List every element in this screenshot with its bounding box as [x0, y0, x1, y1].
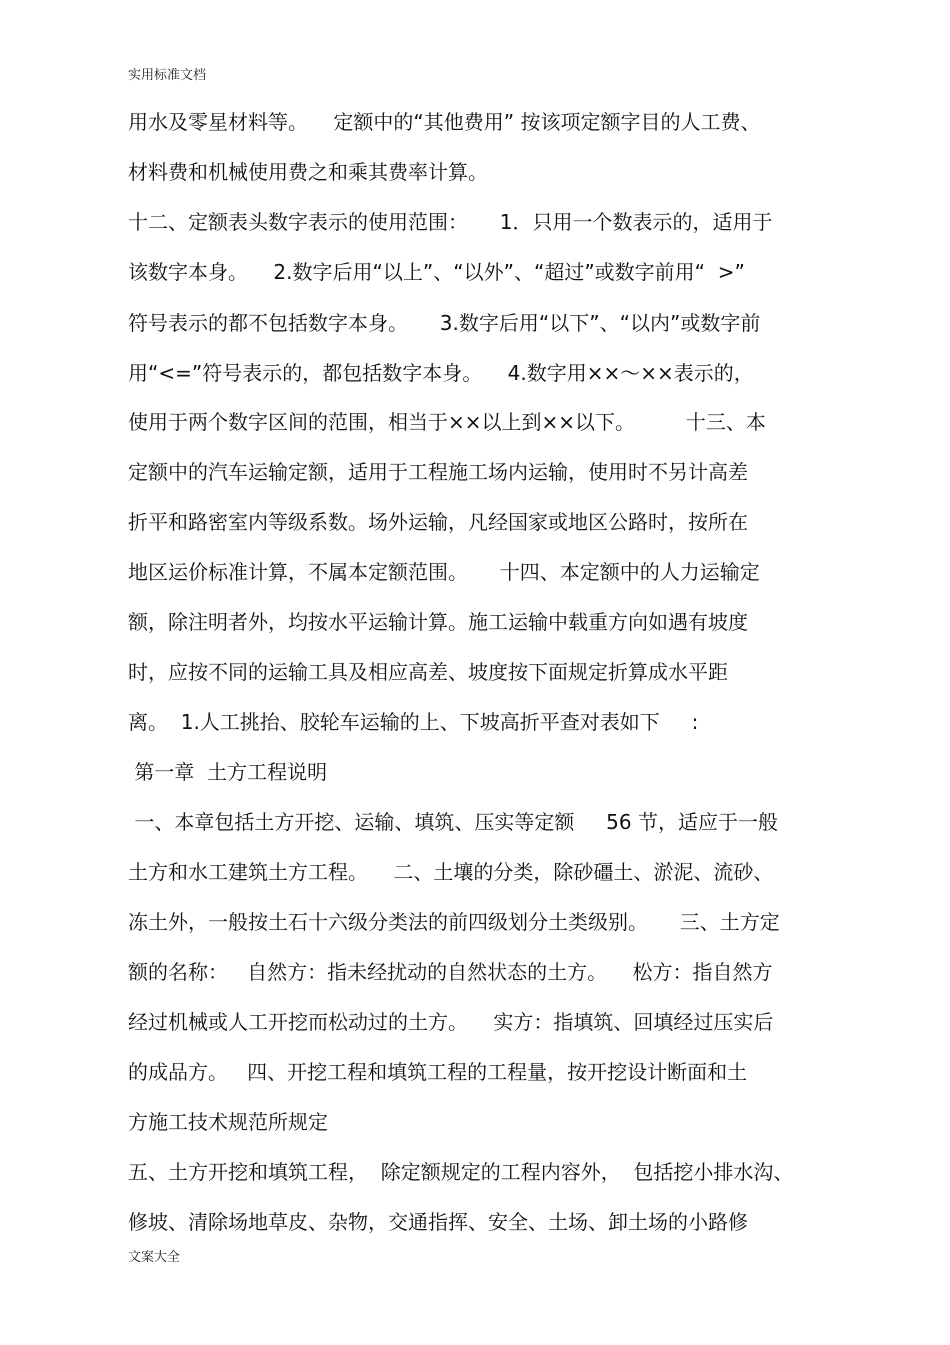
text-line: 定额中的汽车运输定额，适用于工程施工场内运输，使用时不另计高差 [128, 460, 748, 484]
text-line: 材料费和机械使用费之和乘其费率计算。 [128, 160, 488, 184]
text-line: 折平和路密室内等级系数。场外运输，凡经国家或地区公路时，按所在 [128, 510, 748, 534]
text-line: 土方和水工建筑土方工程。 二、土壤的分类，除砂礓土、淤泥、流砂、 [128, 860, 774, 884]
text-line: 额，除注明者外，均按水平运输计算。施工运输中载重方向如遇有坡度 [128, 610, 748, 634]
page-footer: 文案大全 [128, 1250, 181, 1265]
chapter-title: 第一章 土方工程说明 [128, 760, 328, 784]
text-line: 用“<=”符号表示的，都包括数字本身。 4.数字用××～××表示的， [128, 361, 754, 385]
text-line: 地区运价标准计算，不属本定额范围。 十四、本定额中的人力运输定 [128, 560, 760, 584]
text-line: 经过机械或人工开挖而松动过的土方。 实方：指填筑、回填经过压实后 [128, 1010, 774, 1034]
text-line: 的成品方。 四、开挖工程和填筑工程的工程量，按开挖设计断面和土 [128, 1060, 748, 1084]
text-line: 时，应按不同的运输工具及相应高差、坡度按下面规定折算成水平距 [128, 660, 728, 684]
page-header: 实用标准文档 [128, 68, 207, 83]
text-line: 使用于两个数字区间的范围，相当于××以上到××以下。 十三、本 [128, 410, 766, 434]
text-line: 一、本章包括土方开挖、运输、填筑、压实等定额 56 节，适应于一般 [128, 810, 778, 834]
text-line: 方施工技术规范所规定 [128, 1110, 328, 1134]
text-line: 额的名称： 自然方：指未经扰动的自然状态的土方。 松方：指自然方 [128, 960, 773, 984]
text-line: 十二、定额表头数字表示的使用范围： 1．只用一个数表示的，适用于 [128, 210, 773, 234]
text-line: 冻土外，一般按土石十六级分类法的前四级划分土类级别。 三、土方定 [128, 910, 780, 934]
text-line: 五、土方开挖和填筑工程， 除定额规定的工程内容外， 包括挖小排水沟、 [128, 1160, 794, 1184]
text-line: 修坡、清除场地草皮、杂物，交通指挥、安全、土场、卸土场的小路修 [128, 1210, 748, 1234]
text-line: 该数字本身。 2.数字后用“以上”、“以外”、“超过”或数字前用“ >” [128, 260, 745, 284]
text-line: 用水及零星材料等。 定额中的“其他费用” 按该项定额字目的人工费、 [128, 110, 761, 134]
text-line: 符号表示的都不包括数字本身。 3.数字后用“以下”、“以内”或数字前 [128, 311, 761, 335]
text-line: 离。 1.人工挑抬、胶轮车运输的上、下坡高折平查对表如下 : [128, 710, 699, 734]
